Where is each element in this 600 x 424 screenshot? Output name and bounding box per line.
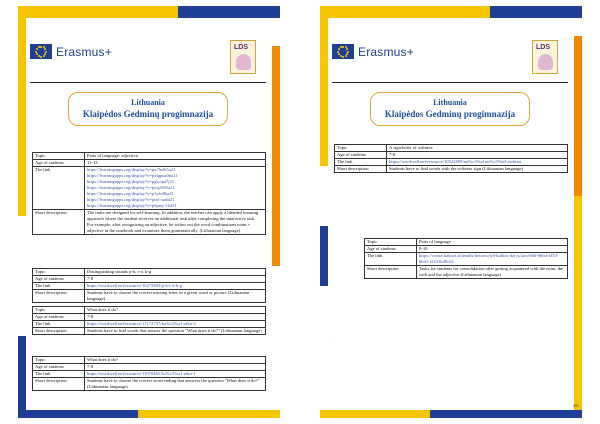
row-value: Students have to choose the correct word ending that answers the question "What does it do?" (Lithuanian language) xyxy=(85,378,266,391)
lds-logo-text: LDS xyxy=(234,44,248,51)
row-label: Topic xyxy=(33,269,85,276)
eu-star-icon xyxy=(38,55,40,57)
row-label: Topic xyxy=(33,307,85,314)
row-label: Topic xyxy=(33,357,85,364)
table-row xyxy=(33,357,266,364)
country-title: Lithuania xyxy=(433,98,467,107)
lds-logo xyxy=(230,40,256,74)
row-label: The link xyxy=(335,159,387,166)
eu-star-icon xyxy=(36,53,38,55)
eu-star-icon xyxy=(36,48,38,50)
bar-bottom-blue xyxy=(18,410,138,418)
resource-link[interactable]: https://wordwall.net/resource/11970465/ko%c5%a1-ziku-1 xyxy=(87,371,196,376)
row-label: Age of students xyxy=(33,314,85,321)
row-label: Age of students xyxy=(335,152,387,159)
bar-left-blue xyxy=(18,336,26,418)
left-page xyxy=(18,6,280,418)
bar-right-yellow xyxy=(574,196,582,418)
row-label: Age of students xyxy=(365,246,417,253)
row-label: The link xyxy=(365,253,417,266)
lds-logo xyxy=(532,40,558,74)
eu-star-icon xyxy=(338,48,340,50)
row-label: The link xyxy=(33,283,85,290)
lds-figure-icon xyxy=(236,54,251,70)
row-value: Parts of language xyxy=(417,239,568,246)
country-title: Lithuania xyxy=(131,98,165,107)
eu-star-icon xyxy=(44,53,46,55)
table-row xyxy=(33,371,266,378)
title-box xyxy=(370,92,530,126)
table-row xyxy=(335,159,568,166)
bar-left-yellow xyxy=(320,6,328,166)
bar-left-yellow xyxy=(18,6,26,216)
info-table xyxy=(32,356,266,391)
school-title: Klaipėdos Gedminų progimnazija xyxy=(384,109,516,119)
resource-link[interactable]: https://learningapps.org/display?v=p3yfn8ba21 xyxy=(87,191,174,196)
table-row xyxy=(33,307,266,314)
row-value: Tasks for students for consolidation after getting acquainted with the noun, the verb and the adjective (Lithuanian language) xyxy=(417,266,568,279)
table-row xyxy=(33,321,266,328)
row-label: Short description xyxy=(365,266,417,279)
bar-top-blue xyxy=(490,6,582,18)
row-label: The link xyxy=(33,321,85,328)
bar-top-blue xyxy=(178,6,280,18)
eu-flag-icon xyxy=(30,44,52,59)
table-row xyxy=(33,283,266,290)
bar-left-blue xyxy=(320,226,328,286)
row-value: Students have to choose the correct missing letter in a given word or picture (Lithuanian language) xyxy=(85,290,266,303)
header-divider xyxy=(332,82,568,83)
row-value: What does it do? xyxy=(85,307,266,314)
row-value: 7-8 xyxy=(387,152,568,159)
eu-star-icon xyxy=(35,51,37,53)
row-value: 7-8 xyxy=(85,364,266,371)
right-page xyxy=(320,6,582,418)
eu-star-icon xyxy=(345,55,347,57)
row-label: The link xyxy=(33,371,85,378)
row-label: Short description xyxy=(335,166,387,173)
row-label: Short description xyxy=(33,290,85,303)
row-value xyxy=(85,371,266,378)
resource-link[interactable]: https://learningapps.org/display?v=pxlgpus0na21 xyxy=(87,173,178,178)
table-row xyxy=(33,167,266,210)
table-row xyxy=(33,160,266,167)
info-table xyxy=(32,268,266,303)
bar-bottom-blue xyxy=(430,410,582,418)
table-row xyxy=(365,253,568,266)
row-value: Students have to find words that answer the question "What does it do?" (Lithuanian language) xyxy=(85,328,266,335)
table-row xyxy=(33,153,266,160)
table-row xyxy=(33,269,266,276)
eu-star-icon xyxy=(40,56,42,58)
table-row xyxy=(365,239,568,246)
row-label: Age of students xyxy=(33,276,85,283)
table-row xyxy=(33,328,266,335)
eu-star-icon xyxy=(44,48,46,50)
table-row xyxy=(33,314,266,321)
eu-flag-icon xyxy=(332,44,354,59)
resource-link[interactable]: https://learningapps.org/display?v=pyq2565a21 xyxy=(87,185,175,190)
eu-star-icon xyxy=(337,51,339,53)
eu-star-icon xyxy=(342,46,344,48)
info-table xyxy=(32,152,266,235)
table-row xyxy=(335,145,568,152)
row-value xyxy=(85,321,266,328)
row-value: Parts of language: adjective xyxy=(85,153,266,160)
row-value: The tasks are designed for self-learning. In addition, the teacher can apply a blended learning approach where the student receives an additional task after completing the interactive task. For example, after recognizing an adjective, he writes out the word combinations noun + adjective in the notebook and examines them grammatically. (Lithuanian language) xyxy=(85,210,266,235)
eu-star-icon xyxy=(342,56,344,58)
info-table xyxy=(32,306,266,335)
bar-top-yellow xyxy=(18,6,178,18)
table-row xyxy=(33,210,266,235)
row-label: The link xyxy=(33,167,85,210)
title-box xyxy=(68,92,228,126)
row-value: A sign/letter of softness xyxy=(387,145,568,152)
resource-link[interactable]: https://wordwall.net/resource/10522809/mi%c5%a1ini%c5%b3-zodziai xyxy=(389,159,522,164)
row-value xyxy=(417,253,568,266)
bar-bottom-yellow xyxy=(138,410,280,418)
table-row xyxy=(365,266,568,279)
bar-right-orange xyxy=(272,46,280,266)
table-row xyxy=(33,378,266,391)
lds-figure-icon xyxy=(538,54,553,70)
resource-link[interactable]: https://learningapps.org/display?v=pnrl-xadtt21 xyxy=(87,197,175,202)
page-header xyxy=(30,40,266,86)
eu-star-icon xyxy=(40,46,42,48)
row-value xyxy=(85,283,266,290)
row-label: Age of students xyxy=(33,364,85,371)
bar-right-orange xyxy=(574,36,582,196)
table-row xyxy=(335,152,568,159)
resource-link[interactable]: https://learningapps.org/display?v=p6pnq-13d21 xyxy=(87,203,177,208)
page-header xyxy=(332,40,568,86)
info-table xyxy=(334,144,568,173)
row-label: Short description xyxy=(33,210,85,235)
info-table xyxy=(364,238,568,279)
eu-star-icon xyxy=(346,53,348,55)
eu-star-icon xyxy=(43,55,45,57)
row-value: 11-13 xyxy=(85,160,266,167)
row-value: 7-8 xyxy=(85,276,266,283)
resource-link[interactable]: https://wordwall.net/resource/17172757/ko%c5%a1-ziku-2 xyxy=(87,321,196,326)
row-label: Topic xyxy=(335,145,387,152)
resource-link[interactable]: https://create.kahoot.it/details/lietuviu-k8-kalbos-dalys/2ace566-9bbd-4f33-bbd1-f2231b49c61 xyxy=(419,253,559,264)
row-value xyxy=(387,159,568,166)
table-row xyxy=(33,364,266,371)
stray-mark: . xyxy=(334,336,335,341)
erasmus-logo-text: Erasmus+ xyxy=(56,45,112,59)
row-label: Topic xyxy=(365,239,417,246)
bar-bottom-yellow xyxy=(320,410,430,418)
eu-star-icon xyxy=(340,55,342,57)
erasmus-logo-text: Erasmus+ xyxy=(358,45,414,59)
row-label: Short description xyxy=(33,328,85,335)
resource-link[interactable]: https://wordwall.net/resource/16275693/p-b-t-d-k-g xyxy=(87,283,183,288)
header-divider xyxy=(30,82,266,83)
row-value: Students have to find words with the softness sign (Lithuanian language) xyxy=(387,166,568,173)
row-value: Distinguishing sounds p-b, t-d, k-g xyxy=(85,269,266,276)
lds-logo-text: LDS xyxy=(536,44,550,51)
row-label: Age of students xyxy=(33,160,85,167)
school-title: Klaipėdos Gedminų progimnazija xyxy=(82,109,214,119)
resource-link[interactable]: https://learningapps.org/display?v=pgscipa7j21 xyxy=(87,179,175,184)
row-value xyxy=(85,167,266,210)
bar-top-yellow xyxy=(320,6,490,18)
row-value: 8-10 xyxy=(417,246,568,253)
eu-star-icon xyxy=(346,48,348,50)
row-label: Topic xyxy=(33,153,85,160)
row-label: Short description xyxy=(33,378,85,391)
table-row xyxy=(365,246,568,253)
row-value: 7-8 xyxy=(85,314,266,321)
page-number: 201 xyxy=(573,403,579,408)
table-row xyxy=(335,166,568,173)
eu-star-icon xyxy=(338,53,340,55)
table-row xyxy=(33,276,266,283)
row-value: What does it do? xyxy=(85,357,266,364)
resource-link[interactable]: https://learningapps.org/display?v=pu7hs0t5a21 xyxy=(87,167,176,172)
table-row xyxy=(33,290,266,303)
